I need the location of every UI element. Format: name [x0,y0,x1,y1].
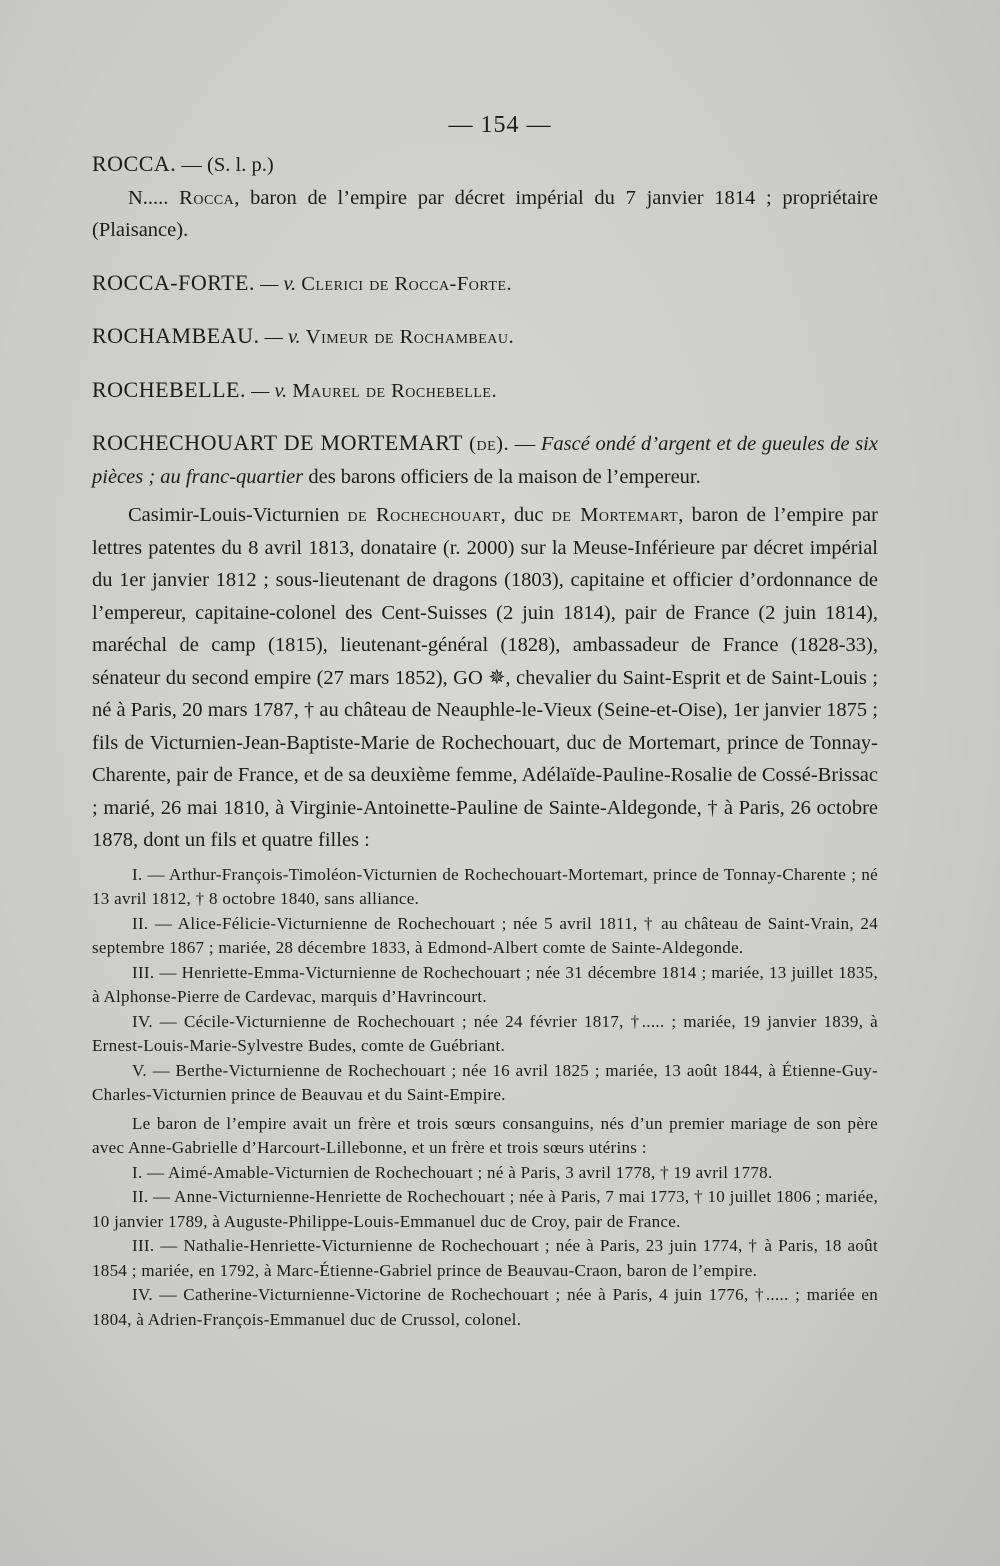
entry-initial: N..... [128,186,180,209]
list-item: II. — Alice-Félicie-Victurnienne de Rochechouart ; née 5 avril 1811, † au château de Saint-Vrain, 24 septembre 1867 ; mariée, 28 décembre 1833, à Edmond-Albert comte de Sainte-Aldegonde. [92,913,878,957]
children-list [92,863,878,1333]
entry-heading: ROCCA. [92,151,177,176]
entry-rochechouart [92,427,878,493]
list-item: III. — Henriette-Emma-Victurnienne de Rochechouart ; née 31 décembre 1814 ; mariée, 13 juillet 1835, à Alphonse-Pierre de Cardevac, marquis d’Havrincourt. [92,962,878,1006]
list-item: III. — Nathalie-Henriette-Victurnienne de Rochechouart ; née à Paris, 23 juin 1774, † à Paris, 18 août 1854 ; mariée, en 1792, à Marc-Étienne-Gabriel prince de Beauvau-Craon, baron de l’empire. [92,1236,878,1280]
list-item: IV. — Catherine-Victurnienne-Victorine de Rochechouart ; née à Paris, 4 juin 1776, †..... ; mariée en 1804, à Adrien-François-Emmanuel duc de Crussol, colonel. [92,1285,878,1329]
person-name: Casimir-Louis-Victurnien [128,504,348,526]
title-text: , duc [500,504,552,526]
entry-heading: ROCHAMBEAU. [92,323,260,348]
list-item: I. — Arthur-François-Timoléon-Victurnien de Rochechouart-Mortemart, prince de Tonnay-Charente ; né 13 avril 1812, † 8 octobre 1840, sans alliance. [92,864,878,908]
cross-reference: Maurel de Rochebelle. [292,379,498,402]
entry-rocca-forte [92,267,878,301]
entry-particle: (de). [462,433,510,455]
separator: — [509,433,541,455]
entry-heading: ROCCA-FORTE. [92,269,255,295]
see-also: — v. [259,326,306,348]
entry-name: Rocca [179,186,235,209]
entry-rochambeau [92,320,878,354]
family-name: de Rochechouart [347,504,501,526]
entry-heading: ROCHECHOUART DE MORTEMART [92,430,463,455]
entry-description: , baron de l’empire par décret impérial du 7 janvier 1814 ; propriétaire (Plaisance). [92,186,878,241]
main-biography [92,499,878,857]
entry-rochebelle [92,374,878,408]
list-item: IV. — Cécile-Victurnienne de Rochechouart ; née 24 février 1817, †..... ; mariée, 19 janvier 1839, à Ernest-Louis-Marie-Sylvestre Budes, comte de Guébriant. [92,1011,878,1055]
siblings-intro: Le baron de l’empire avait un frère et trois sœurs consanguins, nés d’un premier mariage de son père avec Anne-Gabrielle d’Harcourt-Lillebonne, et un frère et trois sœurs utérins : [92,1113,878,1157]
coat-of-arms: Fascé ondé d’argent et de gueules de six pièces ; au [92,433,878,488]
entry-source: — (S. l. p.) [176,154,274,176]
entry-heading: ROCHEBELLE. [92,376,246,402]
see-also: — v. [254,272,302,295]
see-also: — v. [246,379,293,402]
cross-reference: Clerici de Rocca-Forte. [301,272,513,295]
coat-of-arms-end: des barons officiers de la maison de l’empereur. [303,465,701,488]
entry-rocca-text [92,182,878,247]
cross-reference: Vimeur de Rochambeau. [305,326,515,348]
biography-text: , baron de l’empire par lettres patentes du 8 avril 1813, donataire (r. 2000) sur la Meuse-Inférieure par décret impérial du 1er janvier 1812 ; sous-lieutenant de dragons (1803), capitaine et officier d’ordonnance de l’empereur, capitaine-colonel des Cent-Suisses (2 juin 1814), pair de France (2 juin 1814), maréchal de camp (1815), lieutenant-général (1828), ambassadeur de France (1828-33), sénateur du second empire (27 mars 1852), GO ✵, chevalier du Saint-Esprit et de Saint-Louis ; né à Paris, 20 mars 1787, † au château de Neauphle-le-Vieux (Seine-et-Oise), 1er janvier 1875 ; fils de Victurnien-Jean-Baptiste-Marie de Rochechouart, duc de Mortemart, prince de Tonnay-Charente, pair de France, et de sa deuxième femme, Adélaïde-Pauline-Rosalie de Cossé-Brissac ; marié, 26 mai 1810, à Virginie-Antoinette-Pauline de Sainte-Aldegonde, † à Paris, 26 octobre 1878, dont un fils et quatre filles : [92,504,878,851]
list-item: I. — Aimé-Amable-Victurnien de Rochechouart ; né à Paris, 3 avril 1778, † 19 avril 1778. [132,1162,773,1182]
list-item: V. — Berthe-Victurnienne de Rochechouart ; née 16 avril 1825 ; mariée, 13 août 1844, à Étienne-Guy-Charles-Victurnien prince de Beauvau et du Saint-Empire. [92,1060,878,1104]
title-name: de Mortemart [551,504,679,526]
list-item: II. — Anne-Victurnienne-Henriette de Rochechouart ; née à Paris, 7 mai 1773, † 10 juillet 1806 ; mariée, 10 janvier 1789, à Auguste-Philippe-Louis-Emmanuel duc de Croy, pair de France. [92,1187,878,1231]
coat-of-arms-term: franc-quartier [185,465,304,488]
body-text [92,148,878,1332]
page-number: — 154 — [448,112,552,138]
entry-rocca [92,148,878,182]
